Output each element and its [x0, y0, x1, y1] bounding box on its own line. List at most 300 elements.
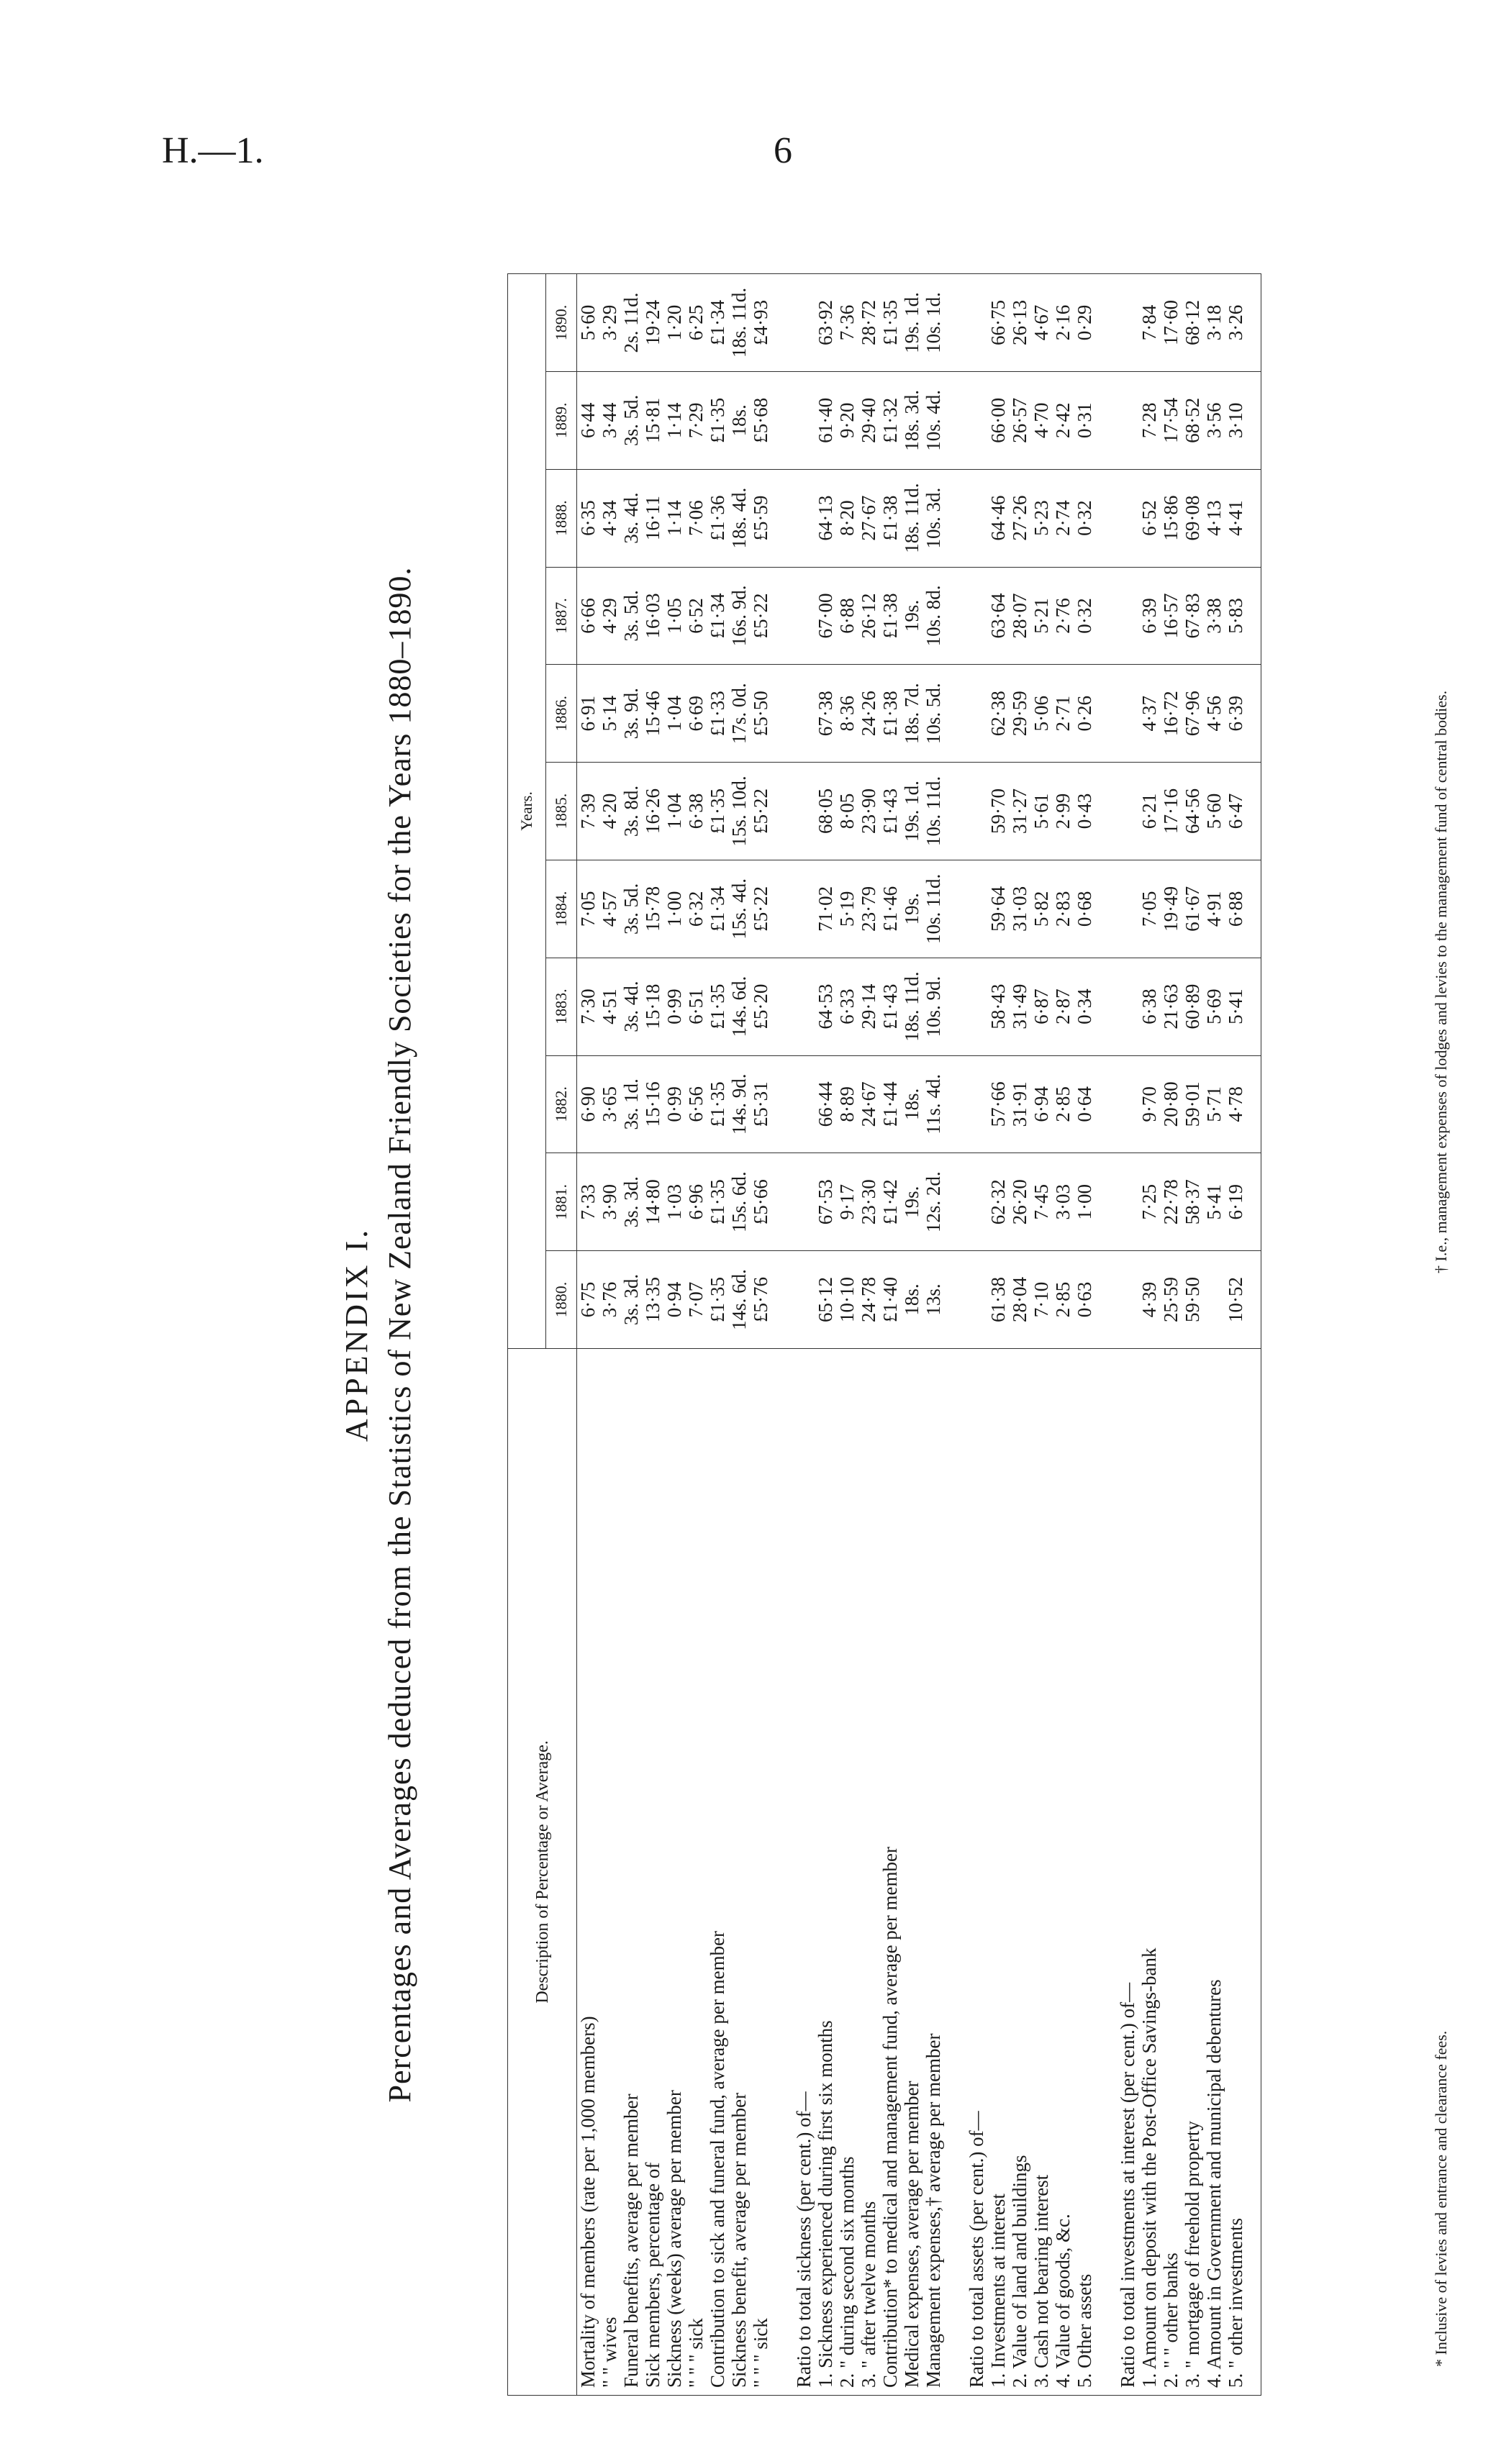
years-header: Years.: [508, 274, 546, 1349]
table-cell: 20·80: [1160, 1055, 1182, 1153]
row-label: Mortality of members (rate per 1,000 members): [577, 1348, 599, 2395]
table-cell: [1117, 1055, 1138, 1153]
table-cell: 4·20: [599, 763, 620, 860]
table-cell: £1·38: [879, 567, 901, 665]
table-cell: 6·39: [1138, 567, 1160, 665]
table-cell: £5·68: [750, 371, 771, 469]
table-cell: [1117, 1251, 1138, 1349]
table-cell: 18s.: [728, 371, 750, 469]
description-header: Description of Percentage or Average.: [508, 1348, 577, 2395]
table-cell: 5·61: [1030, 763, 1052, 860]
table-cell: 58·43: [987, 958, 1009, 1055]
table-cell: 3·10: [1225, 371, 1246, 469]
table-cell: 6·44: [577, 371, 599, 469]
table-cell: 6·87: [1030, 958, 1052, 1055]
table-cell: 3s. 8d.: [620, 763, 642, 860]
table-cell: 19s.: [901, 1153, 922, 1251]
table-cell: 5·14: [599, 665, 620, 763]
table-cell: 5·60: [577, 274, 599, 372]
table-cell: 61·38: [987, 1251, 1009, 1349]
row-label: 5. " other investments: [1225, 1348, 1246, 2395]
table-cell: 10·10: [836, 1251, 858, 1349]
table-cell: 67·38: [815, 665, 836, 763]
table-cell: 4·39: [1138, 1251, 1160, 1349]
table-cell: 6·32: [685, 860, 707, 958]
table-cell: 2·85: [1052, 1251, 1074, 1349]
table-cell: 7·30: [577, 958, 599, 1055]
table-row: [815, 274, 836, 2396]
table-cell: £1·38: [879, 469, 901, 567]
table-cell: 10s. 9d.: [922, 958, 944, 1055]
table-cell: 15s. 6d.: [728, 1153, 750, 1251]
table-cell: 6·75: [577, 1251, 599, 1349]
table-cell: 67·53: [815, 1153, 836, 1251]
table-body: [577, 274, 1261, 2396]
table-cell: £1·42: [879, 1153, 901, 1251]
table-cell: 8·36: [836, 665, 858, 763]
table-cell: 59·64: [987, 860, 1009, 958]
table-cell: [793, 860, 815, 958]
table-cell: 15·86: [1160, 469, 1182, 567]
table-cell: 3·65: [599, 1055, 620, 1153]
table-cell: 3·44: [599, 371, 620, 469]
table-cell: 14s. 6d.: [728, 1251, 750, 1349]
table-row: [1009, 274, 1030, 2396]
table-cell: 1·20: [663, 274, 685, 372]
table-cell: 10s. 3d.: [922, 469, 944, 567]
table-cell: 6·35: [577, 469, 599, 567]
year-header: 1882.: [546, 1055, 577, 1153]
table-cell: 24·67: [858, 1055, 879, 1153]
table-cell: 7·25: [1138, 1153, 1160, 1251]
footnote-star: * Inclusive of levies and entrance and clearance fees.: [1432, 2030, 1450, 2367]
table-row: [707, 274, 728, 2396]
table-cell: 67·83: [1182, 567, 1203, 665]
table-cell: 24·26: [858, 665, 879, 763]
table-cell: [1117, 371, 1138, 469]
table-cell: 68·05: [815, 763, 836, 860]
table-cell: 3s. 4d.: [620, 469, 642, 567]
table-cell: 22·78: [1160, 1153, 1182, 1251]
table-cell: £1·35: [879, 274, 901, 372]
table-cell: 0·32: [1074, 567, 1095, 665]
table-cell: 31·91: [1009, 1055, 1030, 1153]
table-cell: 6·52: [1138, 469, 1160, 567]
table-cell: 19s.: [901, 860, 922, 958]
table-cell: 0·99: [663, 1055, 685, 1153]
table-cell: £1·43: [879, 958, 901, 1055]
table-cell: 5·23: [1030, 469, 1052, 567]
table-cell: 15·18: [642, 958, 663, 1055]
table-cell: [966, 469, 987, 567]
table-cell: 2·42: [1052, 371, 1074, 469]
table-cell: £1·40: [879, 1251, 901, 1349]
table-cell: 18s. 7d.: [901, 665, 922, 763]
closing-row: [1246, 274, 1261, 2396]
table-cell: 23·90: [858, 763, 879, 860]
table-cell: 13s.: [922, 1251, 944, 1349]
table-cell: 6·51: [685, 958, 707, 1055]
table-cell: 0·63: [1074, 1251, 1095, 1349]
table-cell: 16·72: [1160, 665, 1182, 763]
year-header: 1883.: [546, 958, 577, 1055]
table-cell: £1·35: [707, 958, 728, 1055]
table-cell: 5·71: [1203, 1055, 1225, 1153]
table-title: Percentages and Averages deduced from the Statistics of New Zealand Friendly Societies for the Years 1880–1890.: [382, 566, 417, 2103]
table-cell: [793, 1251, 815, 1349]
table-cell: 2·87: [1052, 958, 1074, 1055]
table-cell: [966, 763, 987, 860]
table-cell: 8·89: [836, 1055, 858, 1153]
table-cell: 3s. 5d.: [620, 567, 642, 665]
year-header: 1881.: [546, 1153, 577, 1251]
table-cell: 0·64: [1074, 1055, 1095, 1153]
table-cell: [966, 665, 987, 763]
table-cell: 6·21: [1138, 763, 1160, 860]
table-cell: 23·79: [858, 860, 879, 958]
table-cell: 66·75: [987, 274, 1009, 372]
appendix-heading: APPENDIX I.: [339, 1227, 374, 1442]
table-cell: 14s. 6d.: [728, 958, 750, 1055]
table-cell: 17s. 0d.: [728, 665, 750, 763]
footnote-dagger: † I.e., management expenses of lodges and levies to the management fund of central bodies.: [1432, 690, 1450, 1273]
table-cell: 26·57: [1009, 371, 1030, 469]
table-cell: 6·38: [685, 763, 707, 860]
table-cell: 16·57: [1160, 567, 1182, 665]
table-cell: [793, 274, 815, 372]
table-cell: [1117, 469, 1138, 567]
table-row: [577, 274, 599, 2396]
table-cell: [966, 1251, 987, 1349]
table-cell: 21·63: [1160, 958, 1182, 1055]
table-cell: 67·96: [1182, 665, 1203, 763]
table-cell: £5·22: [750, 763, 771, 860]
table-cell: 6·91: [577, 665, 599, 763]
table-cell: 0·43: [1074, 763, 1095, 860]
table-cell: 7·28: [1138, 371, 1160, 469]
row-label: 3. Cash not bearing interest: [1030, 1348, 1052, 2395]
table-cell: 4·34: [599, 469, 620, 567]
table-cell: 19·49: [1160, 860, 1182, 958]
table-cell: 15s. 10d.: [728, 763, 750, 860]
table-cell: £5·50: [750, 665, 771, 763]
table-cell: 27·26: [1009, 469, 1030, 567]
row-label: 1. Sickness experienced during first six months: [815, 1348, 836, 2395]
table-cell: £1·33: [707, 665, 728, 763]
row-label: Ratio to total sickness (per cent.) of—: [793, 1348, 815, 2395]
table-cell: [1117, 763, 1138, 860]
table-cell: 29·14: [858, 958, 879, 1055]
row-label: Funeral benefits, average per member: [620, 1348, 642, 2395]
table-cell: [1117, 567, 1138, 665]
table-cell: 18s. 3d.: [901, 371, 922, 469]
table-cell: 4·41: [1225, 469, 1246, 567]
year-header: 1885.: [546, 763, 577, 860]
table-cell: [1117, 958, 1138, 1055]
table-cell: 4·51: [599, 958, 620, 1055]
table-cell: [793, 665, 815, 763]
table-cell: [966, 860, 987, 958]
table-cell: 3s. 5d.: [620, 860, 642, 958]
table-cell: 5·82: [1030, 860, 1052, 958]
row-label: Management expenses,† average per member: [922, 1348, 944, 2395]
table-row: [1117, 274, 1138, 2396]
table-cell: 4·56: [1203, 665, 1225, 763]
table-cell: 0·34: [1074, 958, 1095, 1055]
table-cell: 26·13: [1009, 274, 1030, 372]
table-cell: 61·67: [1182, 860, 1203, 958]
table-row: [620, 274, 642, 2396]
table-cell: 3s. 3d.: [620, 1251, 642, 1349]
table-cell: [793, 371, 815, 469]
table-cell: 18s. 11d.: [901, 958, 922, 1055]
table-cell: 18s. 11d.: [901, 469, 922, 567]
table-cell: 19s.: [901, 567, 922, 665]
table-row: [663, 274, 685, 2396]
table-cell: 5·41: [1225, 958, 1246, 1055]
table-cell: 64·56: [1182, 763, 1203, 860]
table-cell: 2·76: [1052, 567, 1074, 665]
row-label: Contribution to sick and funeral fund, average per member: [707, 1348, 728, 2395]
table-cell: 18s. 4d.: [728, 469, 750, 567]
table-cell: 7·45: [1030, 1153, 1052, 1251]
table-cell: 2·99: [1052, 763, 1074, 860]
table-cell: 8·05: [836, 763, 858, 860]
table-cell: 10s. 4d.: [922, 371, 944, 469]
table-cell: 4·67: [1030, 274, 1052, 372]
table-cell: [966, 274, 987, 372]
table-cell: 26·12: [858, 567, 879, 665]
table-row: [750, 274, 771, 2396]
table-cell: [793, 469, 815, 567]
table-cell: 16s. 9d.: [728, 567, 750, 665]
year-header: 1888.: [546, 469, 577, 567]
table-row: [879, 274, 901, 2396]
table-cell: 9·70: [1138, 1055, 1160, 1153]
table-cell: 6·88: [836, 567, 858, 665]
table-cell: 68·52: [1182, 371, 1203, 469]
table-row: [1052, 274, 1074, 2396]
row-label: 3. " after twelve months: [858, 1348, 879, 2395]
table-cell: 0·94: [663, 1251, 685, 1349]
table-cell: 10s. 8d.: [922, 567, 944, 665]
table-cell: 6·69: [685, 665, 707, 763]
table-row: [1074, 274, 1095, 2396]
table-cell: 29·40: [858, 371, 879, 469]
table-cell: £1·34: [707, 860, 728, 958]
table-cell: 6·66: [577, 567, 599, 665]
table-cell: [793, 1055, 815, 1153]
table-cell: 2s. 11d.: [620, 274, 642, 372]
table-cell: 2·85: [1052, 1055, 1074, 1153]
table-row: [1138, 274, 1160, 2396]
table-cell: 68·12: [1182, 274, 1203, 372]
table-cell: 63·92: [815, 274, 836, 372]
year-header: 1880.: [546, 1251, 577, 1349]
table-cell: [1117, 665, 1138, 763]
table-cell: 4·78: [1225, 1055, 1246, 1153]
table-cell: 6·52: [685, 567, 707, 665]
table-cell: 4·37: [1138, 665, 1160, 763]
table-cell: 17·54: [1160, 371, 1182, 469]
table-cell: 6·88: [1225, 860, 1246, 958]
table-cell: 17·16: [1160, 763, 1182, 860]
table-cell: 4·13: [1203, 469, 1225, 567]
year-header: 1886.: [546, 665, 577, 763]
row-label: Ratio to total investments at interest (per cent.) of—: [1117, 1348, 1138, 2395]
table-cell: 7·06: [685, 469, 707, 567]
table-cell: 31·49: [1009, 958, 1030, 1055]
table-cell: [966, 567, 987, 665]
table-cell: 69·08: [1182, 469, 1203, 567]
table-cell: 5·83: [1225, 567, 1246, 665]
table-cell: £1·46: [879, 860, 901, 958]
table-cell: £5·22: [750, 860, 771, 958]
row-label: 4. Value of goods, &c.: [1052, 1348, 1074, 2395]
table-cell: 59·50: [1182, 1251, 1203, 1349]
table-cell: 6·47: [1225, 763, 1246, 860]
table-cell: £1·36: [707, 469, 728, 567]
table-cell: 0·26: [1074, 665, 1095, 763]
table-cell: 7·07: [685, 1251, 707, 1349]
table-cell: 8·20: [836, 469, 858, 567]
table-cell: 1·05: [663, 567, 685, 665]
table-cell: 28·07: [1009, 567, 1030, 665]
page-reference: H.—1.: [162, 130, 264, 171]
table-cell: 12s. 2d.: [922, 1153, 944, 1251]
page-number: 6: [774, 130, 792, 171]
table-cell: 71·02: [815, 860, 836, 958]
table-cell: 0·29: [1074, 274, 1095, 372]
table-cell: [793, 567, 815, 665]
table-cell: 3·26: [1225, 274, 1246, 372]
table-cell: 7·05: [577, 860, 599, 958]
table-cell: 6·33: [836, 958, 858, 1055]
table-cell: 1·14: [663, 371, 685, 469]
table-cell: 59·70: [987, 763, 1009, 860]
table-cell: 1·14: [663, 469, 685, 567]
row-label: " " " sick: [750, 1348, 771, 2395]
table-row: [1030, 274, 1052, 2396]
table-cell: 7·84: [1138, 274, 1160, 372]
table-cell: 4·57: [599, 860, 620, 958]
row-label: 2. " " other banks: [1160, 1348, 1182, 2395]
table-cell: 63·64: [987, 567, 1009, 665]
table-cell: 10s. 1d.: [922, 274, 944, 372]
table-cell: 2·71: [1052, 665, 1074, 763]
table-cell: £1·35: [707, 1055, 728, 1153]
table-cell: 6·94: [1030, 1055, 1052, 1153]
table-cell: 7·36: [836, 274, 858, 372]
table-cell: 10s. 11d.: [922, 860, 944, 958]
table-row: [599, 274, 620, 2396]
table-cell: 0·99: [663, 958, 685, 1055]
table-cell: 7·29: [685, 371, 707, 469]
table-cell: 1·00: [1074, 1153, 1095, 1251]
table-cell: 9·20: [836, 371, 858, 469]
table-cell: 18s.: [901, 1251, 922, 1349]
spacer-row: [1095, 274, 1117, 2396]
table-cell: [1117, 860, 1138, 958]
table-cell: 4·70: [1030, 371, 1052, 469]
table-row: [858, 274, 879, 2396]
table-cell: 1·03: [663, 1153, 685, 1251]
table-row: [793, 274, 815, 2396]
table-cell: 15·81: [642, 371, 663, 469]
table-row: [1225, 274, 1246, 2396]
row-label: 1. Amount on deposit with the Post-Office Savings-bank: [1138, 1348, 1160, 2395]
table-cell: 10s. 11d.: [922, 763, 944, 860]
table-cell: 15·16: [642, 1055, 663, 1153]
table-row: [1160, 274, 1182, 2396]
table-cell: £1·35: [707, 1251, 728, 1349]
table-cell: 23·30: [858, 1153, 879, 1251]
table-cell: 0·32: [1074, 469, 1095, 567]
table-cell: 5·69: [1203, 958, 1225, 1055]
table-cell: 3s. 3d.: [620, 1153, 642, 1251]
table-cell: 24·78: [858, 1251, 879, 1349]
table-row: [1203, 274, 1225, 2396]
table-cell: [966, 371, 987, 469]
row-label: Sickness benefit, average per member: [728, 1348, 750, 2395]
table-row: [642, 274, 663, 2396]
table-cell: 5·41: [1203, 1153, 1225, 1251]
row-label: Ratio to total assets (per cent.) of—: [966, 1348, 987, 2395]
table-cell: 16·11: [642, 469, 663, 567]
table-cell: £5·59: [750, 469, 771, 567]
table-row: [728, 274, 750, 2396]
table-cell: 7·39: [577, 763, 599, 860]
year-header: 1889.: [546, 371, 577, 469]
table-cell: 62·38: [987, 665, 1009, 763]
table-cell: 64·13: [815, 469, 836, 567]
table-cell: 59·01: [1182, 1055, 1203, 1153]
table-cell: 65·12: [815, 1251, 836, 1349]
table-cell: 5·19: [836, 860, 858, 958]
table-cell: £1·43: [879, 763, 901, 860]
row-label: 1. Investments at interest: [987, 1348, 1009, 2395]
table-cell: 3s. 9d.: [620, 665, 642, 763]
table-cell: 31·03: [1009, 860, 1030, 958]
table-cell: 5·60: [1203, 763, 1225, 860]
table-cell: 2·16: [1052, 274, 1074, 372]
row-label: Sick members, percentage of: [642, 1348, 663, 2395]
statistics-table: [507, 273, 1261, 2396]
year-header: 1887.: [546, 567, 577, 665]
row-label: 4. Amount in Government and municipal debentures: [1203, 1348, 1225, 2395]
table-cell: £5·76: [750, 1251, 771, 1349]
table-cell: £1·38: [879, 665, 901, 763]
year-header: 1890.: [546, 274, 577, 372]
table-cell: 3·03: [1052, 1153, 1074, 1251]
table-cell: 6·39: [1225, 665, 1246, 763]
table-cell: 3·76: [599, 1251, 620, 1349]
table-cell: [966, 1153, 987, 1251]
table-cell: 28·72: [858, 274, 879, 372]
table-cell: 67·00: [815, 567, 836, 665]
table-cell: 18s. 11d.: [728, 274, 750, 372]
table-cell: [1203, 1251, 1225, 1349]
table-cell: 11s. 4d.: [922, 1055, 944, 1153]
table-cell: 7·05: [1138, 860, 1160, 958]
table-row: [987, 274, 1009, 2396]
table-cell: £1·34: [707, 567, 728, 665]
table-cell: 5·21: [1030, 567, 1052, 665]
table-cell: 7·10: [1030, 1251, 1052, 1349]
table-cell: 9·17: [836, 1153, 858, 1251]
table-cell: 57·66: [987, 1055, 1009, 1153]
row-label: " " " sick: [685, 1348, 707, 2395]
